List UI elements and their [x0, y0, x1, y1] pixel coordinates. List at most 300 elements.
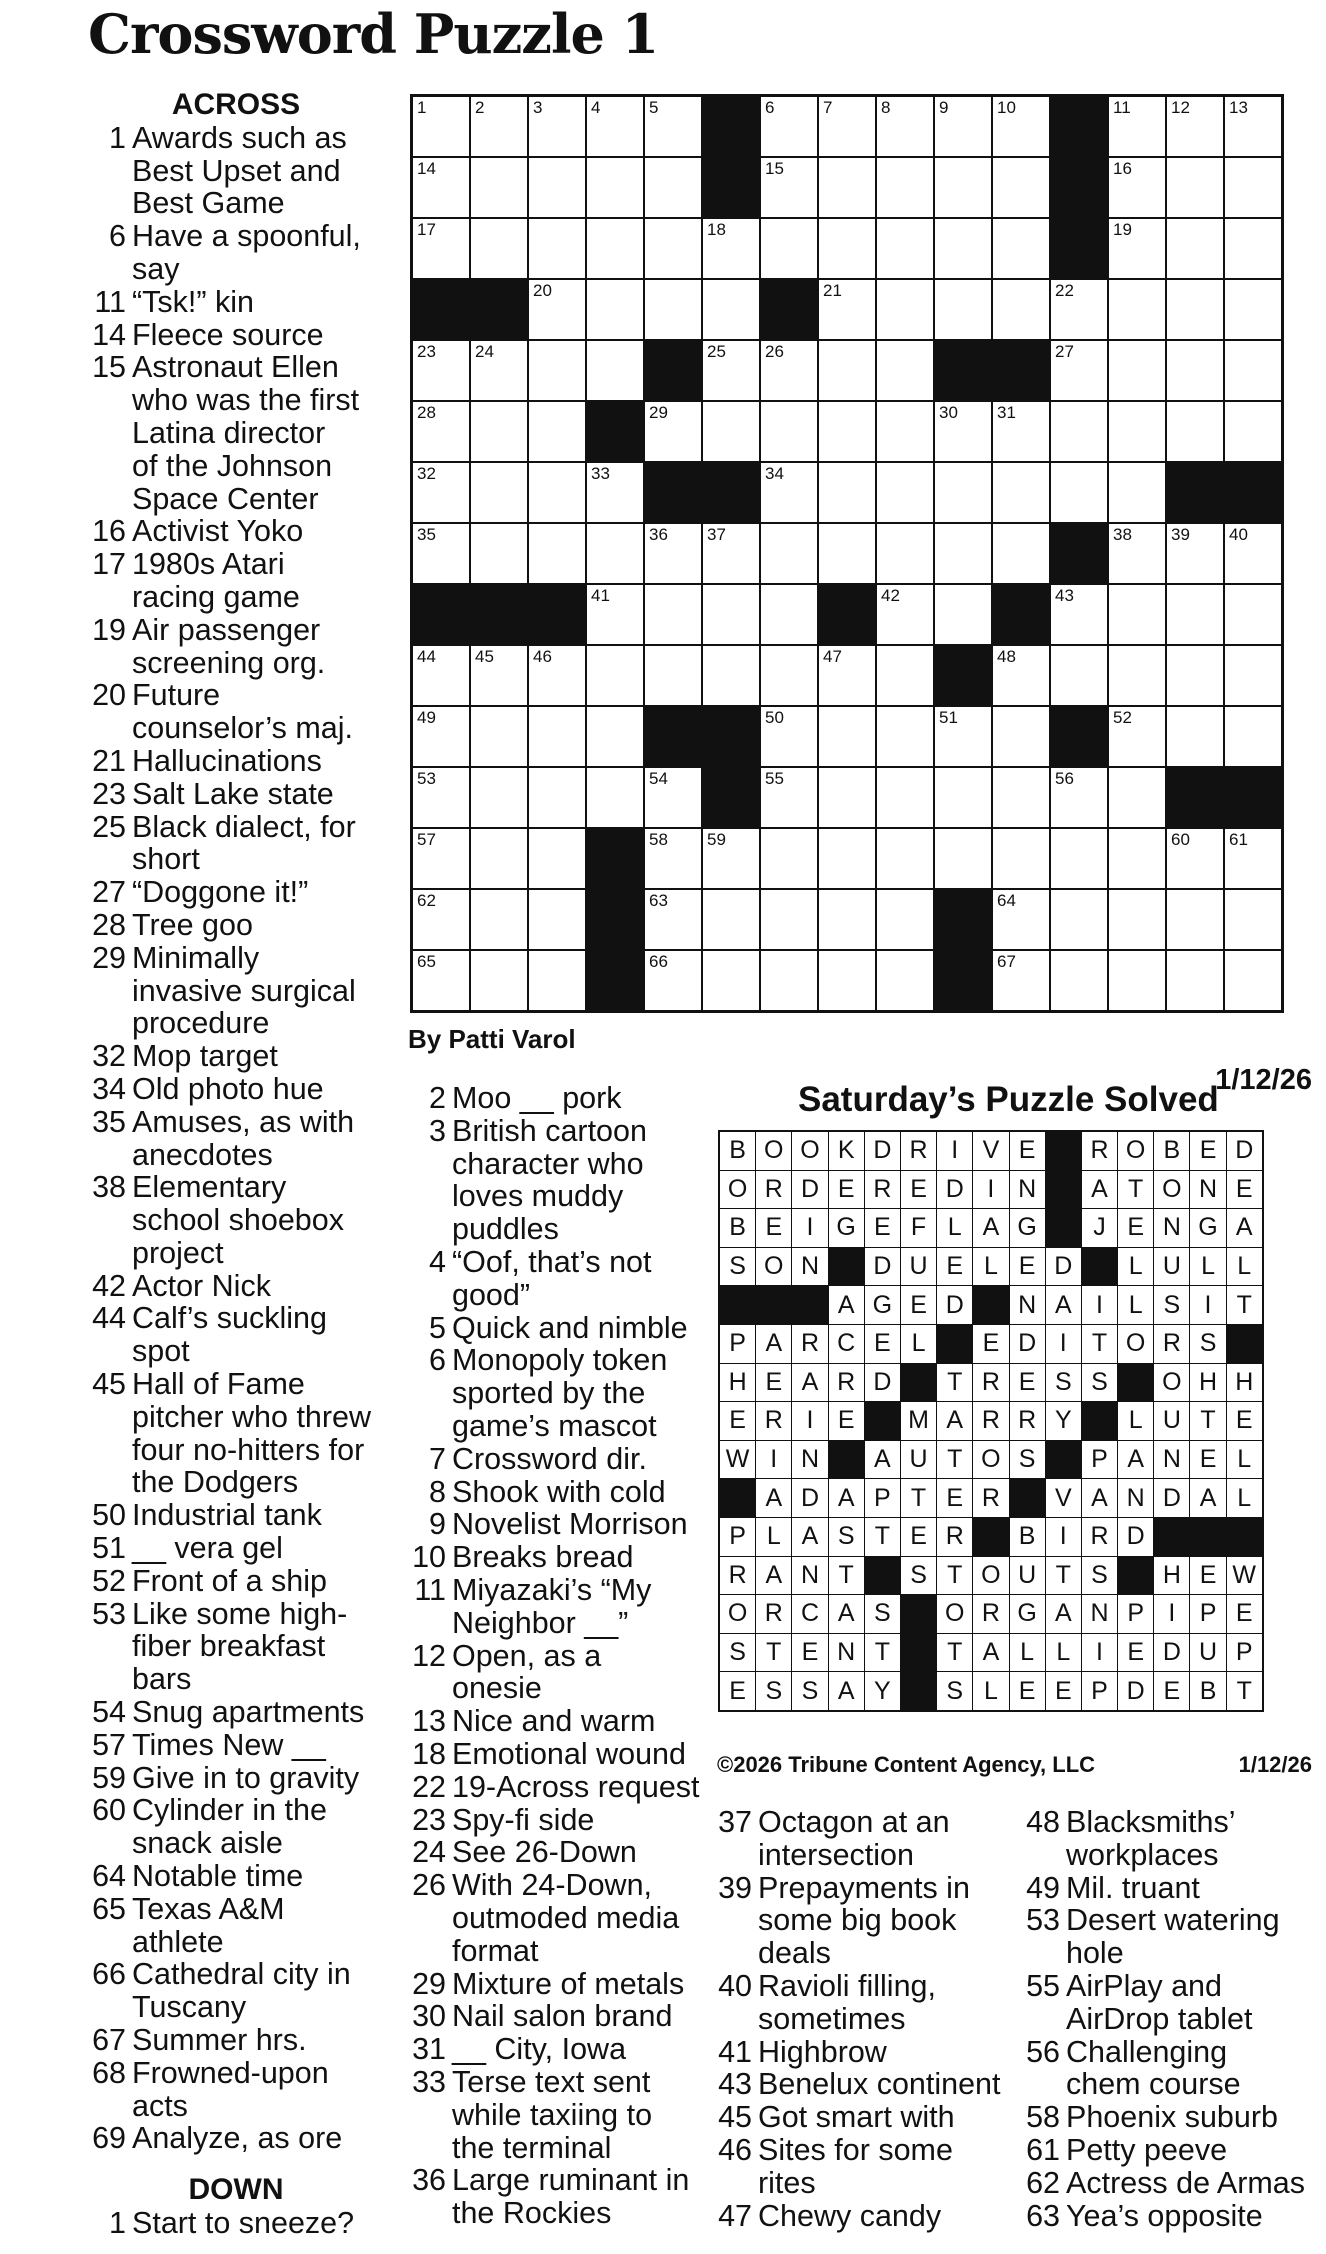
grid-cell[interactable] [470, 523, 528, 584]
grid-cell[interactable] [760, 767, 818, 828]
grid-cell[interactable] [702, 218, 760, 279]
grid-cell[interactable] [586, 96, 644, 158]
solution-letter: L [900, 1324, 936, 1363]
black-square [934, 950, 992, 1012]
grid-cell[interactable] [470, 401, 528, 462]
grid-cell[interactable] [412, 950, 471, 1012]
grid-cell[interactable] [1224, 157, 1283, 218]
black-square [586, 401, 644, 462]
clue-text: Nice and warm [452, 1704, 656, 1739]
grid-cell[interactable] [528, 828, 586, 889]
grid-cell[interactable] [528, 645, 586, 706]
grid-cell[interactable] [644, 401, 702, 462]
clue-text: four no-hitters for [132, 1432, 365, 1467]
clue-line [86, 1007, 386, 1040]
grid-cell[interactable] [412, 645, 471, 706]
grid-cell[interactable] [702, 340, 760, 401]
clue-number: 2 [429, 1081, 446, 1115]
grid-cell[interactable] [470, 218, 528, 279]
clue-line [86, 1663, 386, 1696]
grid-cell[interactable] [818, 828, 876, 889]
grid-cell[interactable] [1224, 96, 1283, 158]
clue-line [712, 2068, 1017, 2101]
grid-cell[interactable] [876, 523, 934, 584]
cell-number: 13 [1229, 98, 1248, 117]
clue-number: 30 [412, 1999, 446, 2034]
grid-cell[interactable] [528, 889, 586, 950]
grid-cell[interactable] [702, 401, 760, 462]
clue-line [86, 778, 386, 811]
grid-cell[interactable] [1050, 279, 1108, 340]
grid-cell[interactable] [702, 950, 760, 1012]
clue-text: Old photo hue [132, 1071, 324, 1106]
clue-number: 7 [429, 1441, 446, 1476]
grid-cell[interactable] [1166, 584, 1224, 645]
grid-cell[interactable] [876, 401, 934, 462]
grid-cell[interactable] [992, 96, 1050, 158]
grid-cell[interactable] [1050, 889, 1108, 950]
grid-cell[interactable] [1224, 584, 1283, 645]
solution-letter: I [973, 1170, 1009, 1209]
grid-cell[interactable] [1050, 767, 1108, 828]
grid-cell[interactable] [1166, 279, 1224, 340]
cell-number: 34 [765, 464, 784, 483]
grid-cell[interactable] [876, 340, 934, 401]
grid-cell[interactable] [992, 157, 1050, 218]
grid-cell[interactable] [1108, 584, 1166, 645]
grid-cell[interactable] [818, 706, 876, 767]
grid-cell[interactable] [586, 218, 644, 279]
grid-cell[interactable] [992, 828, 1050, 889]
grid-cell[interactable] [1166, 645, 1224, 706]
grid-cell[interactable] [644, 645, 702, 706]
clue-line [86, 2024, 386, 2057]
grid-cell[interactable] [528, 523, 586, 584]
grid-cell[interactable] [586, 157, 644, 218]
solution-letter: E [1226, 1402, 1263, 1441]
clue-text: Best Upset and [132, 153, 341, 188]
cell-number: 31 [997, 403, 1016, 422]
grid-cell[interactable] [644, 96, 702, 158]
grid-cell[interactable] [818, 889, 876, 950]
solution-letter: L [1190, 1247, 1226, 1286]
grid-cell[interactable] [412, 767, 471, 828]
grid-cell[interactable] [1108, 767, 1166, 828]
solution-letter: E [864, 1209, 900, 1248]
grid-cell[interactable] [470, 645, 528, 706]
grid-cell[interactable] [1224, 828, 1283, 889]
grid-cell[interactable] [1224, 340, 1283, 401]
grid-cell[interactable] [1224, 523, 1283, 584]
clue-text: acts [132, 2088, 188, 2123]
solution-letter: A [828, 1286, 864, 1325]
grid-cell[interactable] [528, 401, 586, 462]
solution-letter: S [937, 1672, 973, 1711]
grid-cell[interactable] [528, 157, 586, 218]
cell-number: 5 [649, 98, 659, 117]
clue-number: 47 [718, 2198, 752, 2233]
grid-cell[interactable] [1166, 523, 1224, 584]
grid-cell[interactable] [1166, 157, 1224, 218]
grid-cell[interactable] [934, 584, 992, 645]
clue-line [86, 679, 386, 712]
grid-cell[interactable] [412, 157, 471, 218]
solution-letter: S [792, 1672, 828, 1711]
grid-cell[interactable] [412, 401, 471, 462]
grid-cell[interactable] [528, 340, 586, 401]
grid-cell[interactable] [1224, 889, 1283, 950]
grid-cell[interactable] [934, 828, 992, 889]
clue-text: anecdotes [132, 1137, 273, 1172]
solution-letter: E [828, 1170, 864, 1209]
grid-cell[interactable] [818, 950, 876, 1012]
grid-cell[interactable] [992, 462, 1050, 523]
clue-number: 1 [109, 120, 126, 155]
solution-letter: A [1045, 1286, 1081, 1325]
cell-number: 62 [417, 891, 436, 910]
grid-cell[interactable] [876, 645, 934, 706]
grid-cell[interactable] [1166, 828, 1224, 889]
grid-cell[interactable] [934, 523, 992, 584]
clue-text: character who [452, 1146, 644, 1181]
grid-cell[interactable] [1108, 462, 1166, 523]
grid-cell[interactable] [760, 706, 818, 767]
grid-cell[interactable] [1108, 523, 1166, 584]
solution-letter: E [1009, 1363, 1045, 1402]
grid-cell[interactable] [818, 767, 876, 828]
clue-number: 53 [1026, 1903, 1060, 1938]
clue-number: 36 [412, 2163, 446, 2198]
clue-text: sported by the [452, 1376, 646, 1411]
clue-number: 29 [412, 1966, 446, 2001]
grid-cell[interactable] [1108, 279, 1166, 340]
grid-cell[interactable] [1108, 645, 1166, 706]
grid-cell[interactable] [412, 889, 471, 950]
clue-line [86, 1335, 386, 1368]
grid-cell[interactable] [876, 157, 934, 218]
grid-cell[interactable] [1224, 401, 1283, 462]
cell-number: 2 [475, 98, 485, 117]
grid-cell[interactable] [644, 828, 702, 889]
grid-cell[interactable] [818, 523, 876, 584]
solution-letter: O [756, 1247, 792, 1286]
grid-cell[interactable] [1224, 279, 1283, 340]
grid-cell[interactable] [412, 218, 471, 279]
grid-cell[interactable] [528, 96, 586, 158]
grid-cell[interactable] [818, 340, 876, 401]
solution-letter: P [1226, 1633, 1263, 1672]
grid-cell[interactable] [586, 462, 644, 523]
grid-cell[interactable] [876, 767, 934, 828]
grid-cell[interactable] [586, 340, 644, 401]
grid-cell[interactable] [412, 96, 471, 158]
grid-cell[interactable] [1166, 950, 1224, 1012]
grid-cell[interactable] [470, 96, 528, 158]
grid-cell[interactable] [1108, 340, 1166, 401]
grid-cell[interactable] [412, 523, 471, 584]
clue-number: 63 [1026, 2198, 1060, 2233]
clue-number: 18 [412, 1736, 446, 1771]
clue-text: Large ruminant in [452, 2163, 690, 2198]
solution-letter: S [1081, 1363, 1117, 1402]
grid-cell[interactable] [818, 157, 876, 218]
grid-cell[interactable] [876, 96, 934, 158]
grid-cell[interactable] [470, 767, 528, 828]
clue-text: intersection [758, 1837, 914, 1872]
clue-line [406, 1640, 706, 1673]
grid-cell[interactable] [1166, 706, 1224, 767]
solution-letter: I [792, 1402, 828, 1441]
grid-cell[interactable] [876, 462, 934, 523]
solution-black-square [1118, 1556, 1154, 1595]
grid-cell[interactable] [1166, 889, 1224, 950]
grid-cell[interactable] [818, 218, 876, 279]
grid-cell[interactable] [1224, 645, 1283, 706]
grid-cell[interactable] [1108, 401, 1166, 462]
grid-cell[interactable] [876, 218, 934, 279]
grid-cell[interactable] [760, 828, 818, 889]
clue-text: Like some high- [132, 1596, 348, 1631]
solution-letter: E [1190, 1440, 1226, 1479]
cell-number: 51 [939, 708, 958, 727]
grid-cell[interactable] [1050, 340, 1108, 401]
clue-text: Front of a ship [132, 1563, 327, 1598]
grid-cell[interactable] [1166, 401, 1224, 462]
clue-text: procedure [132, 1006, 270, 1041]
grid-cell[interactable] [934, 157, 992, 218]
grid-cell[interactable] [992, 218, 1050, 279]
clue-line [86, 1598, 386, 1631]
grid-cell[interactable] [818, 96, 876, 158]
grid-cell[interactable] [1108, 157, 1166, 218]
grid-cell[interactable] [528, 279, 586, 340]
grid-cell[interactable] [412, 340, 471, 401]
grid-cell[interactable] [876, 279, 934, 340]
grid-cell[interactable] [992, 767, 1050, 828]
solution-black-square [900, 1363, 936, 1402]
grid-cell[interactable] [644, 889, 702, 950]
black-square [702, 706, 760, 767]
grid-cell[interactable] [934, 96, 992, 158]
grid-cell[interactable] [644, 279, 702, 340]
grid-cell[interactable] [818, 279, 876, 340]
grid-cell[interactable] [412, 706, 471, 767]
grid-cell[interactable] [992, 950, 1050, 1012]
grid-cell[interactable] [1050, 828, 1108, 889]
grid-cell[interactable] [702, 889, 760, 950]
clue-text: Mil. truant [1066, 1870, 1200, 1905]
grid-cell[interactable] [934, 279, 992, 340]
grid-cell[interactable] [992, 401, 1050, 462]
grid-cell[interactable] [1224, 950, 1283, 1012]
grid-cell[interactable] [702, 523, 760, 584]
grid-cell[interactable] [760, 218, 818, 279]
clue-line [406, 2066, 706, 2099]
solution-letter: I [792, 1209, 828, 1248]
clue-text: Challenging [1066, 2034, 1228, 2069]
grid-cell[interactable] [992, 706, 1050, 767]
solution-letter: N [792, 1247, 828, 1286]
grid-cell[interactable] [760, 401, 818, 462]
grid-cell[interactable] [876, 889, 934, 950]
solution-black-square [937, 1324, 973, 1363]
clue-line [86, 1860, 386, 1893]
grid-cell[interactable] [528, 218, 586, 279]
grid-cell[interactable] [1224, 706, 1283, 767]
clue-text: Have a spoonful, [132, 219, 361, 254]
grid-cell[interactable] [1108, 706, 1166, 767]
grid-cell[interactable] [1050, 950, 1108, 1012]
solution-letter: D [864, 1363, 900, 1402]
cell-number: 38 [1113, 525, 1132, 544]
solution-black-square [1045, 1131, 1081, 1170]
solution-black-square [1045, 1170, 1081, 1209]
black-square [1050, 157, 1108, 218]
solution-letter: A [973, 1209, 1009, 1248]
grid-cell[interactable] [470, 340, 528, 401]
grid-cell[interactable] [934, 218, 992, 279]
grid-cell[interactable] [528, 706, 586, 767]
solution-letter: Y [864, 1672, 900, 1711]
clue-line [406, 1836, 706, 1869]
grid-cell[interactable] [644, 157, 702, 218]
grid-cell[interactable] [1050, 462, 1108, 523]
grid-cell[interactable] [586, 645, 644, 706]
grid-cell[interactable] [876, 706, 934, 767]
solution-letter: D [864, 1131, 900, 1170]
grid-cell[interactable] [702, 584, 760, 645]
grid-cell[interactable] [644, 523, 702, 584]
clue-line [406, 1968, 706, 2001]
grid-cell[interactable] [586, 584, 644, 645]
grid-cell[interactable] [992, 523, 1050, 584]
clue-line [86, 1532, 386, 1565]
grid-cell[interactable] [528, 462, 586, 523]
grid-cell[interactable] [586, 523, 644, 584]
grid-cell[interactable] [644, 767, 702, 828]
grid-cell[interactable] [760, 340, 818, 401]
grid-cell[interactable] [876, 828, 934, 889]
grid-cell[interactable] [992, 645, 1050, 706]
clue-number: 41 [718, 2034, 752, 2069]
grid-cell[interactable] [1050, 401, 1108, 462]
grid-cell[interactable] [760, 950, 818, 1012]
solution-letter: B [1009, 1517, 1045, 1556]
grid-cell[interactable] [702, 279, 760, 340]
clue-text: puddles [452, 1212, 559, 1247]
grid-cell[interactable] [1166, 96, 1224, 158]
grid-cell[interactable] [934, 462, 992, 523]
grid-cell[interactable] [934, 706, 992, 767]
grid-cell[interactable] [760, 889, 818, 950]
clue-text: Times New __ [132, 1727, 326, 1762]
solution-letter: O [792, 1131, 828, 1170]
clue-text: Ravioli filling, [758, 1968, 936, 2003]
solution-black-square [1009, 1479, 1045, 1518]
clue-line [86, 2090, 386, 2123]
grid-cell[interactable] [1108, 950, 1166, 1012]
solution-black-square [1081, 1247, 1117, 1286]
grid-cell[interactable] [1108, 889, 1166, 950]
clue-text: while taxiing to [452, 2097, 653, 2132]
grid-cell[interactable] [470, 828, 528, 889]
grid-cell[interactable] [528, 767, 586, 828]
grid-cell[interactable] [644, 584, 702, 645]
grid-cell[interactable] [702, 645, 760, 706]
grid-cell[interactable] [586, 279, 644, 340]
grid-cell[interactable] [412, 828, 471, 889]
grid-cell[interactable] [412, 462, 471, 523]
clue-line [406, 1246, 706, 1279]
grid-cell[interactable] [470, 706, 528, 767]
grid-cell[interactable] [760, 584, 818, 645]
solution-letter: A [828, 1479, 864, 1518]
clue-line [406, 2164, 706, 2197]
grid-cell[interactable] [1108, 828, 1166, 889]
cell-number: 57 [417, 830, 436, 849]
solution-letter: R [937, 1517, 973, 1556]
grid-cell[interactable] [934, 767, 992, 828]
grid-cell[interactable] [1108, 96, 1166, 158]
grid-cell[interactable] [1166, 340, 1224, 401]
black-square [470, 279, 528, 340]
grid-cell[interactable] [876, 584, 934, 645]
grid-cell[interactable] [644, 218, 702, 279]
grid-cell[interactable] [760, 96, 818, 158]
grid-cell[interactable] [934, 401, 992, 462]
grid-cell[interactable] [644, 950, 702, 1012]
grid-cell[interactable] [876, 950, 934, 1012]
grid-cell[interactable] [586, 706, 644, 767]
grid-cell[interactable] [1050, 584, 1108, 645]
solution-letter: T [937, 1440, 973, 1479]
grid-cell[interactable] [818, 645, 876, 706]
grid-cell[interactable] [760, 462, 818, 523]
clue-number: 13 [412, 1704, 446, 1739]
grid-cell[interactable] [586, 767, 644, 828]
solution-letter: A [1190, 1479, 1226, 1518]
solution-black-square [719, 1479, 756, 1518]
solution-black-square [1226, 1324, 1263, 1363]
grid-cell[interactable] [760, 645, 818, 706]
cell-number: 45 [475, 647, 494, 666]
grid-cell[interactable] [470, 889, 528, 950]
clue-text: Activist Yoko [132, 514, 304, 549]
cell-number: 9 [939, 98, 949, 117]
grid-cell[interactable] [470, 157, 528, 218]
grid-cell[interactable] [1050, 645, 1108, 706]
grid-cell[interactable] [760, 157, 818, 218]
clue-line [86, 942, 386, 975]
grid-cell[interactable] [992, 889, 1050, 950]
grid-cell[interactable] [760, 523, 818, 584]
solution-letter: R [900, 1131, 936, 1170]
grid-cell[interactable] [818, 462, 876, 523]
grid-cell[interactable] [528, 950, 586, 1012]
grid-cell[interactable] [1166, 218, 1224, 279]
grid-cell[interactable] [1108, 218, 1166, 279]
grid-cell[interactable] [992, 279, 1050, 340]
grid-cell[interactable] [470, 462, 528, 523]
grid-cell[interactable] [470, 950, 528, 1012]
cell-number: 60 [1171, 830, 1190, 849]
grid-cell[interactable] [818, 401, 876, 462]
grid-cell[interactable] [702, 828, 760, 889]
black-square [1050, 523, 1108, 584]
clue-text: game’s mascot [452, 1408, 657, 1443]
grid-cell[interactable] [1224, 218, 1283, 279]
crossword-grid[interactable] [410, 94, 1284, 1013]
